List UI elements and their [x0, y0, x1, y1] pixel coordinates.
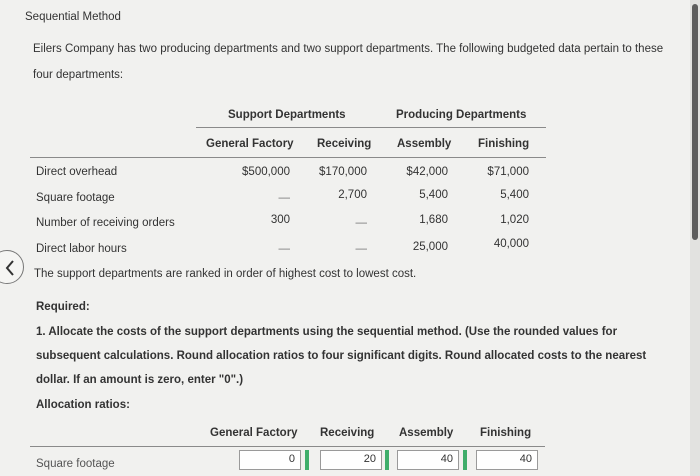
cell-general-factory: 300: [270, 214, 290, 226]
column-header-divider: [30, 157, 546, 158]
back-button[interactable]: [0, 250, 24, 284]
input-accent-mark: [463, 450, 467, 470]
cell-finishing: 1,020: [500, 214, 529, 226]
scrollbar[interactable]: [690, 0, 700, 476]
cell-finishing: $71,000: [487, 166, 529, 178]
row-label: Direct overhead: [36, 166, 118, 178]
row-label: Number of receiving orders: [36, 217, 175, 229]
page-title: Sequential Method: [25, 11, 121, 23]
allocation-ratios-label: Allocation ratios:: [36, 399, 130, 411]
producing-departments-header: Producing Departments: [396, 109, 527, 121]
ranking-note: The support departments are ranked in order of highest cost to lowest cost.: [34, 268, 417, 280]
input-accent-mark: [305, 450, 309, 470]
chevron-left-icon: [5, 260, 15, 276]
input-accent-mark: [385, 450, 389, 470]
alloc-input-assembly[interactable]: 40: [397, 450, 459, 470]
instruction-rounding-note: (Use the rounded values for subsequent calculations. Round allocation ratios to four significant digits. Round allocated costs to the nearest dollar. If an amount is zero, enter "0".): [36, 326, 647, 386]
instruction-text: [36, 320, 681, 392]
group-header-divider: [196, 127, 546, 128]
cell-assembly: 1,680: [419, 214, 448, 226]
cell-assembly: 5,400: [419, 189, 448, 201]
cell-general-factory: —: [278, 192, 290, 204]
cell-receiving: $170,000: [319, 166, 367, 178]
col-header-general-factory: General Factory: [206, 138, 294, 150]
instruction-main: 1. Allocate the costs of the support departments using the sequential method.: [36, 326, 465, 338]
cell-general-factory: $500,000: [242, 166, 290, 178]
cell-general-factory: —: [278, 243, 290, 255]
alloc-col-general-factory: General Factory: [210, 427, 298, 439]
col-header-receiving: Receiving: [317, 138, 372, 150]
cell-receiving: 2,700: [338, 189, 367, 201]
row-label: Direct labor hours: [36, 243, 127, 255]
alloc-col-assembly: Assembly: [399, 427, 454, 439]
cell-assembly: 25,000: [412, 241, 448, 253]
cell-receiving: —: [355, 217, 367, 229]
scrollbar-thumb[interactable]: [692, 4, 698, 240]
cell-receiving: —: [355, 243, 367, 255]
col-header-finishing: Finishing: [478, 138, 530, 150]
alloc-header-divider: [30, 446, 545, 447]
alloc-col-receiving: Receiving: [320, 427, 375, 439]
alloc-input-receiving[interactable]: 20: [320, 450, 382, 470]
problem-intro: Eilers Company has two producing departments and two support departments. The following budgeted data pertain to these four departments:: [33, 43, 664, 81]
cell-finishing: 5,400: [500, 189, 529, 201]
cell-finishing: 40,000: [493, 238, 529, 250]
alloc-row-label: Square footage: [36, 458, 115, 470]
col-header-assembly: Assembly: [397, 138, 452, 150]
alloc-input-general-factory[interactable]: 0: [239, 450, 301, 470]
alloc-input-finishing[interactable]: 40: [476, 450, 538, 470]
row-label: Square footage: [36, 192, 115, 204]
cell-assembly: $42,000: [406, 166, 448, 178]
required-heading: Required:: [36, 301, 90, 313]
alloc-col-finishing: Finishing: [480, 427, 532, 439]
support-departments-header: Support Departments: [228, 109, 346, 121]
